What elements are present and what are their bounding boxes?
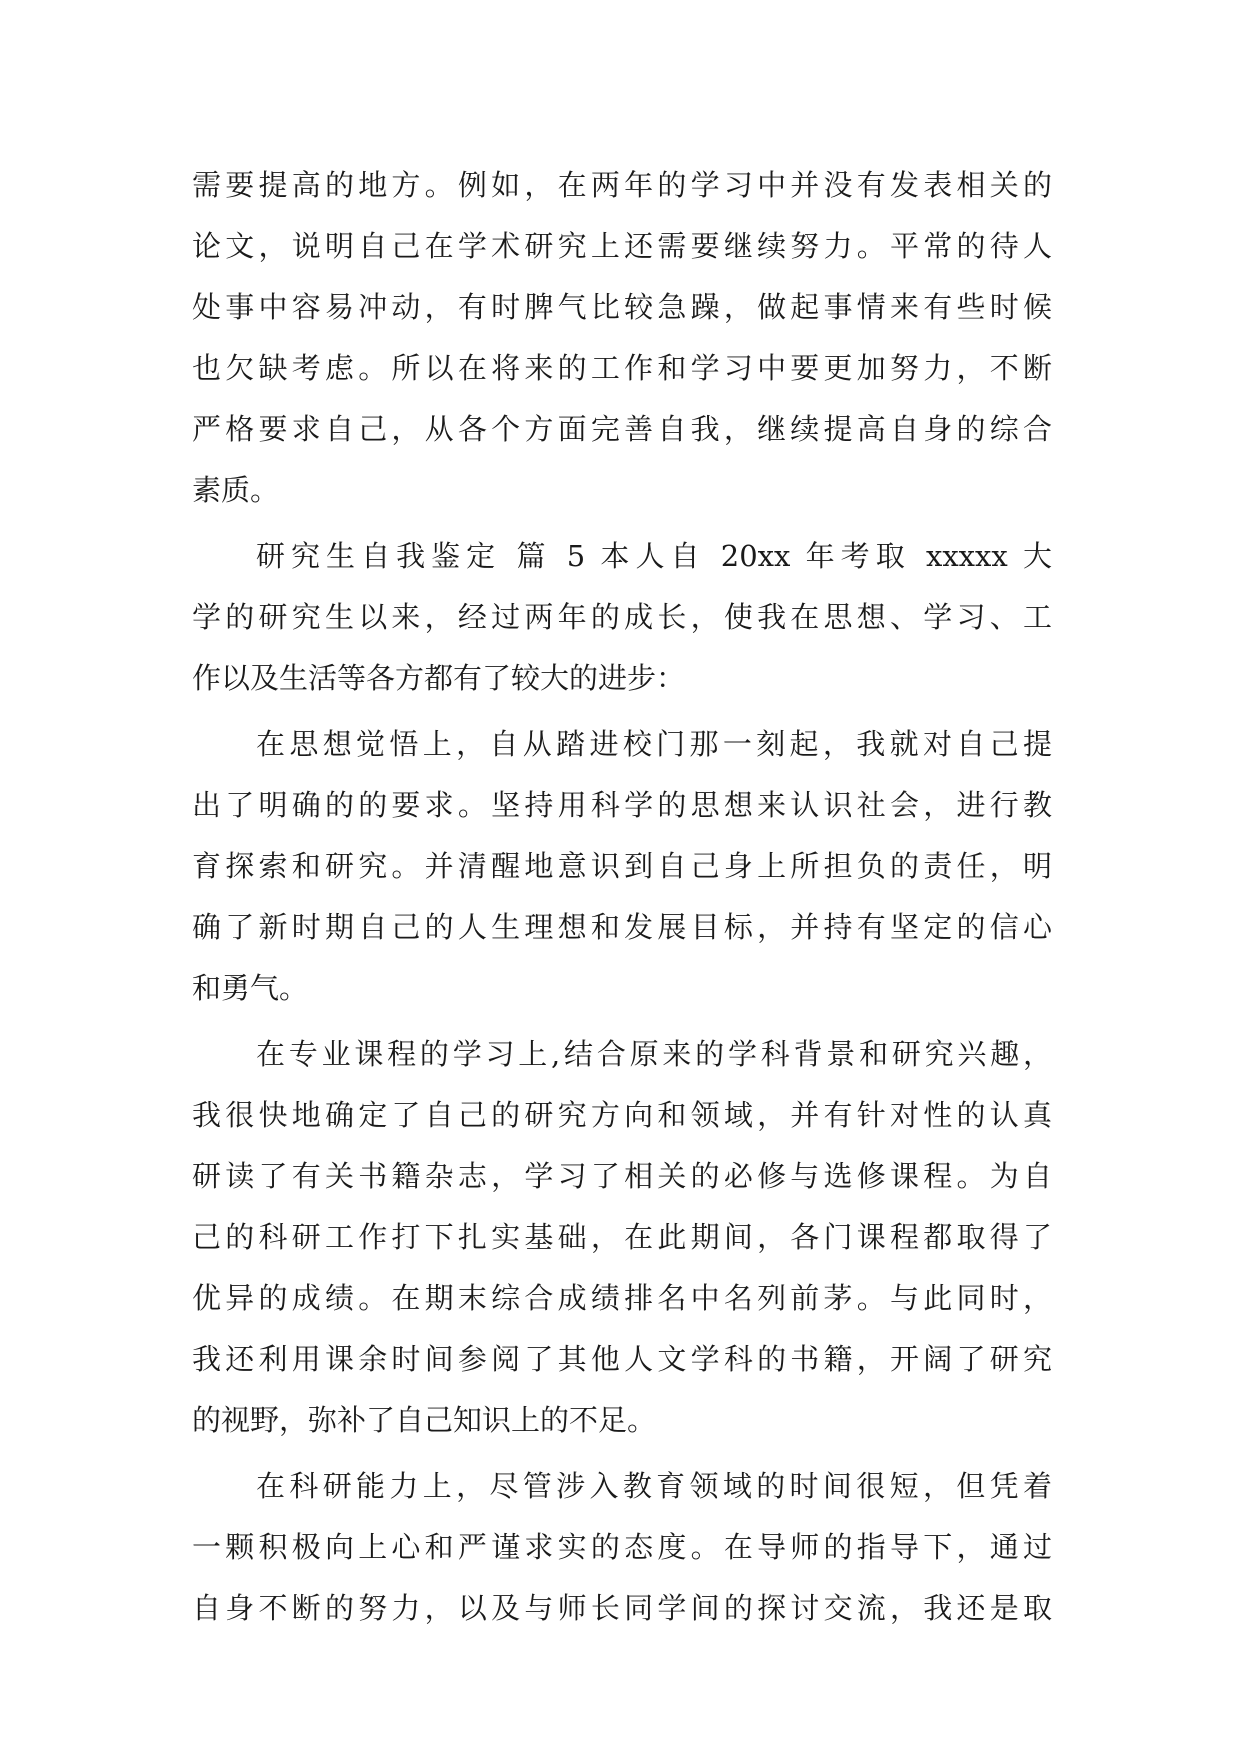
text-line: 作以及生活等各方都有了较大的进步： <box>192 661 686 695</box>
text-line: 确了新时期自己的人生理想和发展目标，并持有坚定的信心 <box>192 910 1052 944</box>
text-line: 一颗积极向上心和严谨求实的态度。在导师的指导下，通过 <box>192 1530 1052 1564</box>
text-line: 己的科研工作打下扎实基础，在此期间，各门课程都取得了 <box>192 1220 1052 1254</box>
text-line: 需要提高的地方。例如，在两年的学习中并没有发表相关的 <box>192 168 1052 202</box>
text-line: 在思想觉悟上，自从踏进校门那一刻起，我就对自己提 <box>256 727 1052 761</box>
text-line: 也欠缺考虑。所以在将来的工作和学习中要更加努力，不断 <box>192 351 1052 385</box>
text-line: 的视野，弥补了自己知识上的不足。 <box>192 1403 657 1437</box>
text-line: 和勇气。 <box>192 971 309 1005</box>
text-line: 我很快地确定了自己的研究方向和领域，并有针对性的认真 <box>192 1098 1052 1132</box>
text-line: 学的研究生以来，经过两年的成长，使我在思想、学习、工 <box>192 600 1052 634</box>
text-line: 论文，说明自己在学术研究上还需要继续努力。平常的待人 <box>192 229 1052 263</box>
text-line: 优异的成绩。在期末综合成绩排名中名列前茅。与此同时， <box>192 1281 1052 1315</box>
text-line: 出了明确的的要求。坚持用科学的思想来认识社会，进行教 <box>192 788 1052 822</box>
text-line: 在专业课程的学习上,结合原来的学科背景和研究兴趣， <box>256 1037 1052 1071</box>
text-line: 自身不断的努力，以及与师长同学间的探讨交流，我还是取 <box>192 1591 1052 1625</box>
paragraph <box>192 1024 1052 1451</box>
text-line: 育探索和研究。并清醒地意识到自己身上所担负的责任，明 <box>192 849 1052 883</box>
text-line: 素质。 <box>192 473 280 507</box>
text-line: 处事中容易冲动，有时脾气比较急躁，做起事情来有些时候 <box>192 290 1052 324</box>
text-line: 我还利用课余时间参阅了其他人文学科的书籍，开阔了研究 <box>192 1342 1052 1376</box>
paragraph <box>192 1456 1052 1639</box>
text-line: 严格要求自己，从各个方面完善自我，继续提高自身的综合 <box>192 412 1052 446</box>
text-line: 研读了有关书籍杂志，学习了相关的必修与选修课程。为自 <box>192 1159 1052 1193</box>
text-line: 在科研能力上，尽管涉入教育领域的时间很短，但凭着 <box>256 1469 1052 1503</box>
document-body <box>192 155 1052 1639</box>
text-line: 研究生自我鉴定 篇 5 本人自 20xx 年考取 xxxxx 大 <box>256 539 1052 573</box>
paragraph <box>192 526 1052 709</box>
paragraph <box>192 714 1052 1019</box>
paragraph <box>192 155 1052 521</box>
